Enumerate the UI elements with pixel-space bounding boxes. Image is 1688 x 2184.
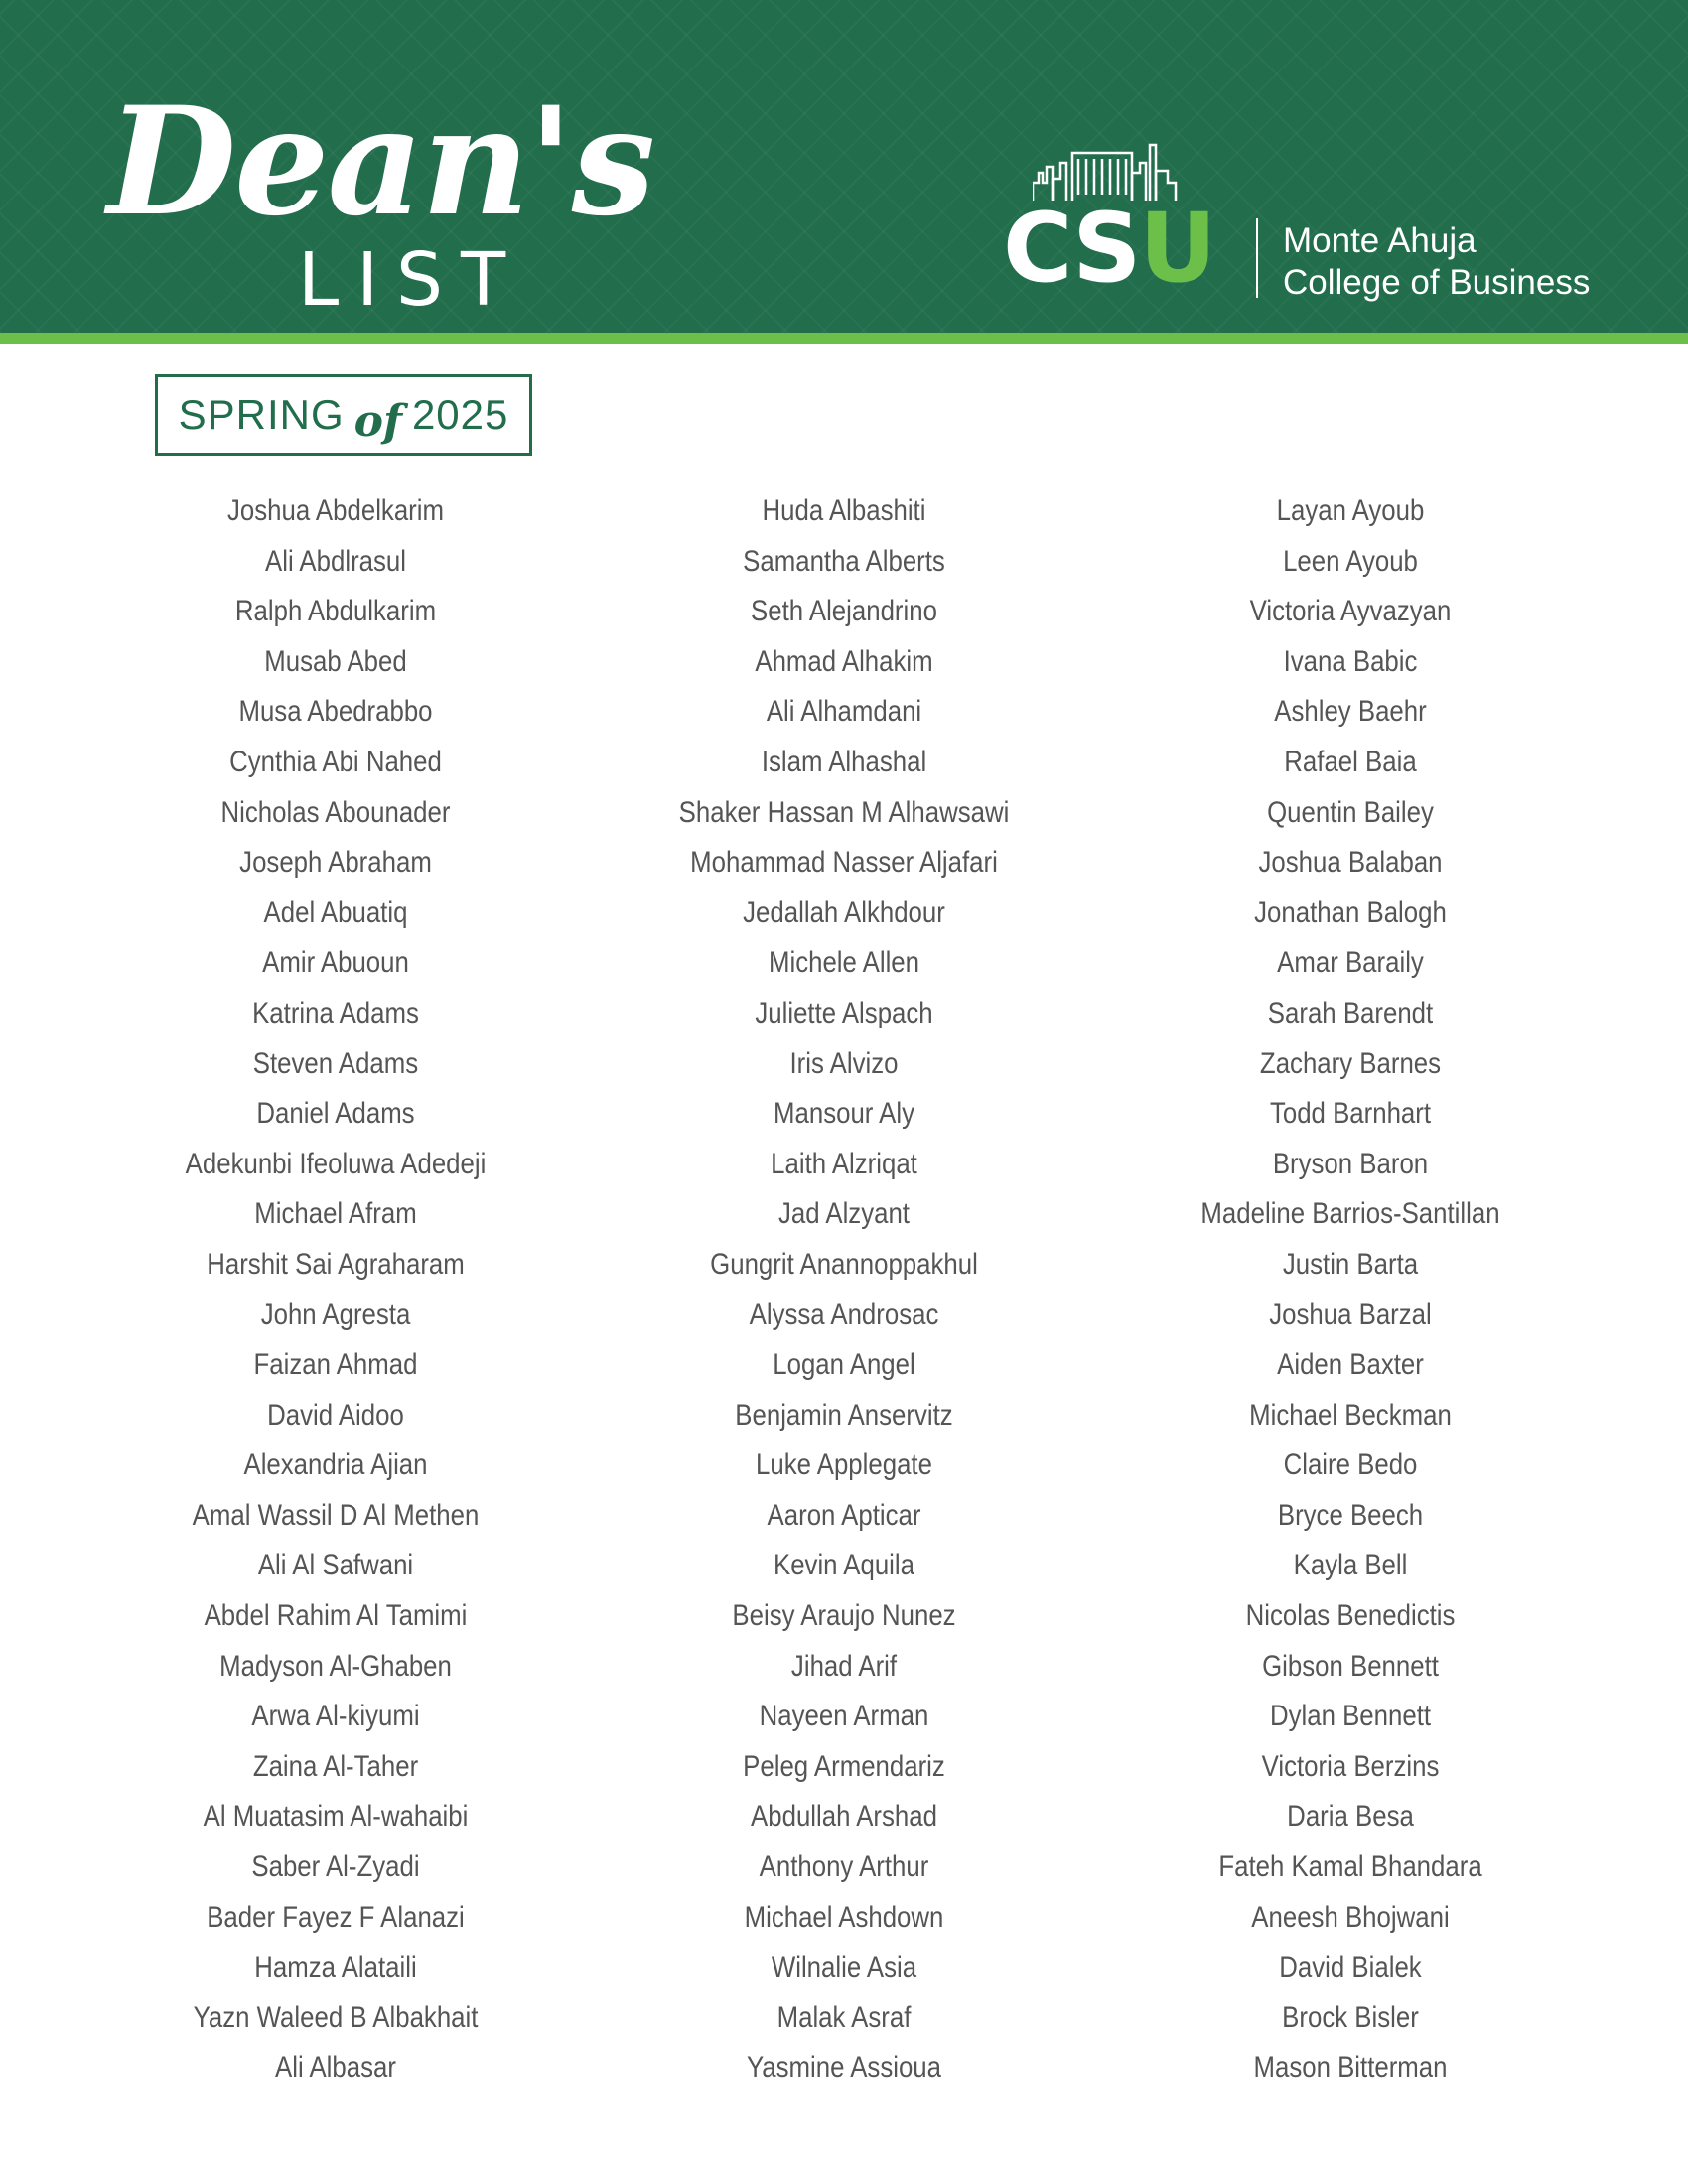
student-name: Quentin Bailey bbox=[1267, 795, 1434, 829]
college-name-line-2: College of Business bbox=[1283, 263, 1591, 302]
student-name: Amal Wassil D Al Methen bbox=[192, 1498, 480, 1532]
logo-cs-letters: CS bbox=[1003, 193, 1140, 304]
student-name: Hamza Alataili bbox=[254, 1951, 417, 1984]
student-name: Peleg Armendariz bbox=[743, 1749, 945, 1783]
student-name: Gibson Bennett bbox=[1262, 1649, 1439, 1683]
student-name: David Aidoo bbox=[267, 1398, 404, 1432]
student-name: Joshua Barzal bbox=[1269, 1297, 1432, 1331]
student-name: Saber Al-Zyadi bbox=[251, 1850, 420, 1884]
student-name: Claire Bedo bbox=[1283, 1448, 1418, 1482]
student-name: Nicholas Abounader bbox=[220, 795, 451, 829]
header-accent-stripe bbox=[0, 333, 1688, 344]
student-name: Kayla Bell bbox=[1293, 1549, 1408, 1582]
student-name: Brock Bisler bbox=[1282, 2000, 1419, 2034]
student-name: Dylan Bennett bbox=[1269, 1700, 1432, 1733]
student-name: Leen Ayoub bbox=[1283, 544, 1418, 578]
student-name: Al Muatasim Al-wahaibi bbox=[203, 1800, 469, 1834]
student-name: Daria Besa bbox=[1287, 1800, 1414, 1834]
student-name: Michael Beckman bbox=[1249, 1398, 1452, 1432]
student-name: Harshit Sai Agraharam bbox=[207, 1247, 465, 1281]
name-column-1 bbox=[77, 486, 594, 2094]
student-name: Layan Ayoub bbox=[1276, 494, 1425, 527]
student-name: Zaina Al-Taher bbox=[252, 1749, 419, 1783]
student-name: Michael Ashdown bbox=[744, 1900, 944, 1934]
student-name: Yasmine Assioua bbox=[747, 2051, 941, 2085]
name-column-3 bbox=[1092, 486, 1609, 2094]
student-name: Jonathan Balogh bbox=[1254, 895, 1447, 929]
student-name: Gungrit Anannoppakhul bbox=[710, 1247, 978, 1281]
student-name: Joseph Abraham bbox=[239, 846, 432, 880]
student-name: Ashley Baehr bbox=[1274, 695, 1427, 729]
student-name: Malak Asraf bbox=[776, 2000, 912, 2034]
term-label-box bbox=[155, 374, 532, 456]
student-name: Joshua Abdelkarim bbox=[226, 494, 444, 527]
student-name: Benjamin Anservitz bbox=[735, 1398, 953, 1432]
list-title: LIST bbox=[298, 237, 524, 323]
student-name: Nicolas Benedictis bbox=[1245, 1599, 1456, 1633]
student-name: Mohammad Nasser Aljafari bbox=[690, 846, 998, 880]
student-name: Michael Afram bbox=[254, 1197, 417, 1231]
student-name: Samantha Alberts bbox=[743, 544, 945, 578]
student-name: Adekunbi Ifeoluwa Adedeji bbox=[185, 1147, 487, 1180]
student-name: Kevin Aquila bbox=[773, 1549, 915, 1582]
student-name: Logan Angel bbox=[773, 1348, 915, 1382]
student-name: Jihad Arif bbox=[790, 1649, 898, 1683]
student-name: Luke Applegate bbox=[756, 1448, 932, 1482]
student-name: Beisy Araujo Nunez bbox=[732, 1599, 956, 1633]
student-name: Steven Adams bbox=[252, 1046, 419, 1080]
student-name: Joshua Balaban bbox=[1258, 846, 1443, 880]
student-name: Rafael Baia bbox=[1284, 745, 1417, 778]
student-name: Ali Al Safwani bbox=[257, 1549, 414, 1582]
student-name: Ahmad Alhakim bbox=[755, 644, 933, 678]
student-name: Huda Albashiti bbox=[762, 494, 926, 527]
student-name: Cynthia Abi Nahed bbox=[229, 745, 442, 778]
student-name: Jedallah Alkhdour bbox=[743, 895, 945, 929]
student-name: Seth Alejandrino bbox=[751, 595, 937, 628]
college-name-line-1: Monte Ahuja bbox=[1283, 221, 1477, 260]
term-year: 2025 bbox=[411, 391, 509, 438]
student-name: Bryson Baron bbox=[1272, 1147, 1429, 1180]
student-name: Sarah Barendt bbox=[1267, 996, 1434, 1029]
term-joiner: of bbox=[353, 395, 402, 447]
student-name: Faizan Ahmad bbox=[253, 1348, 418, 1382]
student-name: Katrina Adams bbox=[252, 996, 419, 1029]
student-name: Daniel Adams bbox=[256, 1097, 415, 1131]
student-name: Alexandria Ajian bbox=[243, 1448, 428, 1482]
student-name: Juliette Alspach bbox=[755, 996, 933, 1029]
college-name bbox=[1283, 220, 1590, 304]
deans-script-title: Dean's bbox=[107, 74, 654, 249]
student-name: Nayeen Arman bbox=[759, 1700, 929, 1733]
student-name: Bryce Beech bbox=[1277, 1498, 1424, 1532]
student-name: Musab Abed bbox=[264, 644, 407, 678]
student-name: Adel Abuatiq bbox=[263, 895, 408, 929]
student-name: Todd Barnhart bbox=[1269, 1097, 1432, 1131]
student-name: Bader Fayez F Alanazi bbox=[207, 1900, 465, 1934]
student-name: Fateh Kamal Bhandara bbox=[1218, 1850, 1482, 1884]
student-name: Justin Barta bbox=[1282, 1247, 1419, 1281]
student-name: Iris Alvizo bbox=[789, 1046, 899, 1080]
student-name: Mansour Aly bbox=[774, 1097, 914, 1131]
student-name: David Bialek bbox=[1279, 1951, 1422, 1984]
logo-divider bbox=[1256, 218, 1258, 298]
student-name: Ivana Babic bbox=[1283, 644, 1418, 678]
student-name: Abdullah Arshad bbox=[751, 1800, 937, 1834]
student-name: Shaker Hassan M Alhawsawi bbox=[678, 795, 1010, 829]
student-name: Ali Albasar bbox=[275, 2051, 396, 2085]
logo-u-letter: U bbox=[1139, 193, 1215, 304]
student-name: Ralph Abdulkarim bbox=[234, 595, 437, 628]
student-name: Ali Abdlrasul bbox=[265, 544, 406, 578]
student-name: Musa Abedrabbo bbox=[238, 695, 433, 729]
student-name: Zachary Barnes bbox=[1259, 1046, 1442, 1080]
student-name: Aiden Baxter bbox=[1277, 1348, 1424, 1382]
name-column-2 bbox=[586, 486, 1102, 2094]
term-season: SPRING bbox=[178, 391, 345, 438]
student-name: Wilnalie Asia bbox=[771, 1951, 917, 1984]
student-name: Aneesh Bhojwani bbox=[1251, 1900, 1450, 1934]
student-name: Abdel Rahim Al Tamimi bbox=[204, 1599, 468, 1633]
student-name: John Agresta bbox=[260, 1297, 411, 1331]
student-name: Mason Bitterman bbox=[1253, 2051, 1448, 2085]
student-name: Ali Alhamdani bbox=[766, 695, 922, 729]
student-name: Laith Alzriqat bbox=[771, 1147, 917, 1180]
csu-wordmark bbox=[1003, 193, 1215, 304]
student-name: Alyssa Androsac bbox=[749, 1297, 939, 1331]
student-name: Victoria Ayvazyan bbox=[1249, 595, 1452, 628]
student-name: Michele Allen bbox=[768, 946, 920, 980]
header-banner bbox=[0, 0, 1688, 333]
student-name: Islam Alhashal bbox=[761, 745, 927, 778]
student-name: Madyson Al-Ghaben bbox=[219, 1649, 452, 1683]
student-name: Jad Alzyant bbox=[778, 1197, 910, 1231]
student-name: Arwa Al-kiyumi bbox=[251, 1700, 420, 1733]
student-name: Amir Abuoun bbox=[262, 946, 409, 980]
student-name: Aaron Apticar bbox=[767, 1498, 921, 1532]
student-name: Amar Baraily bbox=[1277, 946, 1424, 980]
csu-logo bbox=[1003, 139, 1599, 308]
student-name: Madeline Barrios-Santillan bbox=[1200, 1197, 1500, 1231]
student-name: Yazn Waleed B Albakhait bbox=[193, 2000, 479, 2034]
student-name: Victoria Berzins bbox=[1261, 1749, 1440, 1783]
student-name: Anthony Arthur bbox=[759, 1850, 929, 1884]
